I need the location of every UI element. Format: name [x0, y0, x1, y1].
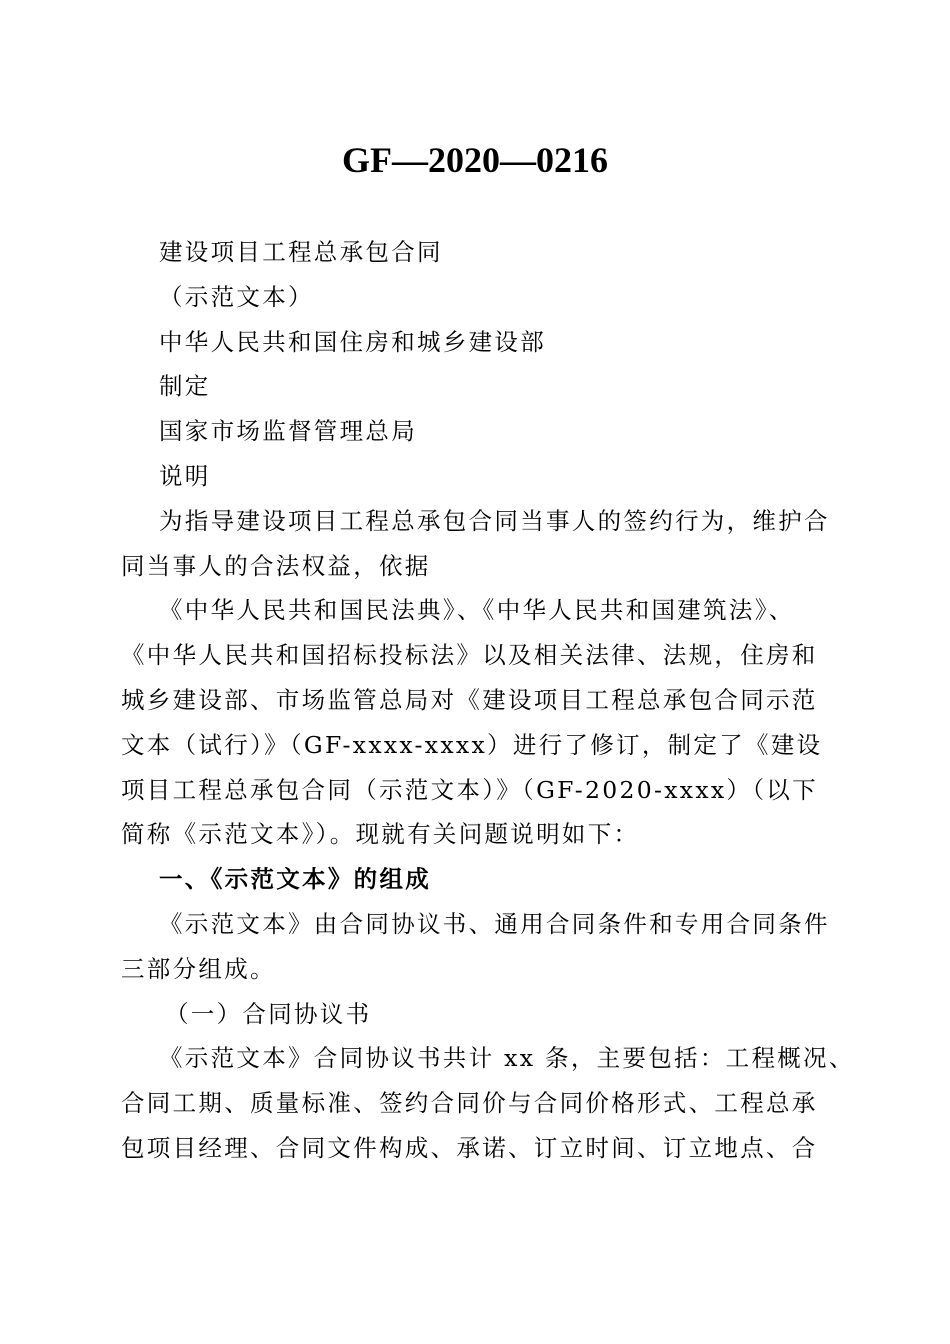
issuer-ministry: 中华人民共和国住房和城乡建设部 [159, 327, 546, 356]
subsection-heading: （一）合同协议书 [165, 999, 372, 1028]
paragraph-line: 简称《示范文本》）。现就有关问题说明如下： [121, 820, 640, 849]
paragraph-line: 《中华人民共和国招标投标法》以及相关法律、法规，住房和 [121, 641, 818, 670]
section-heading: 一、《示范文本》的组成 [159, 865, 432, 894]
paragraph-line: 三部分组成。 [121, 954, 276, 983]
paragraph-line: 文本（试行）》（GF-xxxx-xxxx）进行了修订，制定了《建设 [121, 730, 823, 759]
paragraph-line: 同当事人的合法权益，依据 [121, 551, 431, 580]
contract-title: 建设项目工程总承包合同 [159, 238, 443, 266]
document-body [121, 230, 855, 1171]
paragraph-line: 《示范文本》由合同协议书、通用合同条件和专用合同条件 [159, 909, 830, 938]
paragraph-line: 项目工程总承包合同（示范文本）》（GF-2020-xxxx）（以下 [121, 775, 818, 804]
explanation-heading: 说明 [159, 461, 211, 490]
document-code: GF—2020—0216 [342, 140, 608, 180]
contract-subtitle: （示范文本） [159, 282, 314, 311]
paragraph-line: 合同工期、质量标准、签约合同价与合同价格形式、工程总承 [121, 1089, 818, 1118]
made-label: 制定 [159, 372, 211, 401]
paragraph-line: 城乡建设部、市场监管总局对《建设项目工程总承包合同示范 [121, 685, 818, 714]
paragraph-line: 为指导建设项目工程总承包合同当事人的签约行为，维护合 [159, 506, 830, 535]
paragraph-line: 《示范文本》合同协议书共计 xx 条，主要包括：工程概况、 [159, 1044, 855, 1073]
issuer-market-regulation: 国家市场监督管理总局 [159, 417, 417, 446]
paragraph-line: 包项目经理、合同文件构成、承诺、订立时间、订立地点、合 [121, 1133, 818, 1162]
paragraph-line: 《中华人民共和国民法典》、《中华人民共和国建筑法》、 [159, 596, 795, 625]
